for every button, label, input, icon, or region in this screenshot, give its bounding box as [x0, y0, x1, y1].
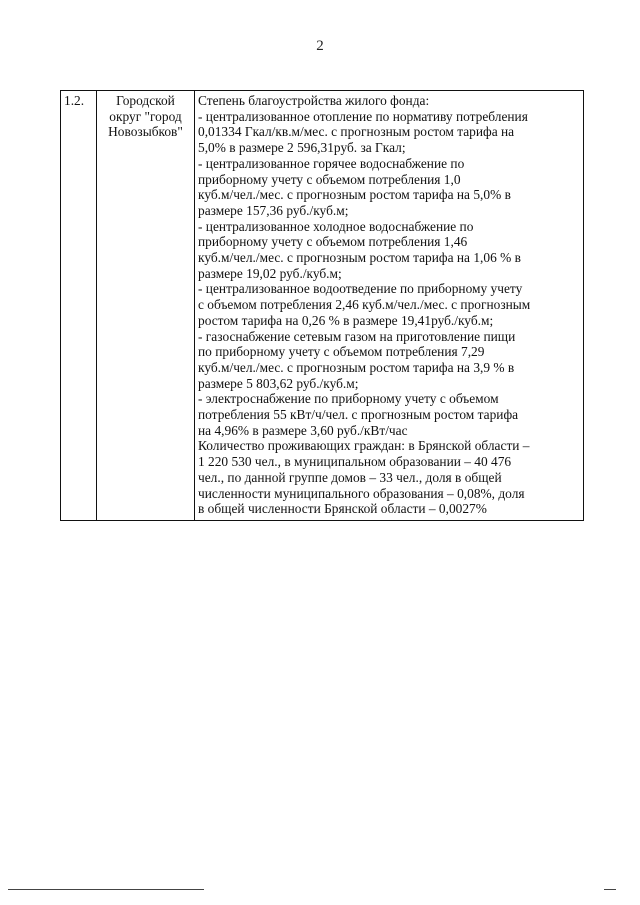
scan-artifact-line [604, 889, 616, 890]
description-line: - газоснабжение сетевым газом на приготовление пищи [198, 328, 516, 344]
description-line: куб.м/чел./мес. с прогнозным ростом тарифа на 5,0% в [198, 187, 511, 203]
description-line: потребления 55 кВт/ч/чел. с прогнозным ростом тарифа [198, 407, 519, 423]
municipality-name-line: округ "город [109, 108, 182, 124]
description-line: куб.м/чел./мес. с прогнозным ростом тарифа на 3,9 % в [198, 359, 515, 375]
description-line: в общей численности Брянской области – 0,0027% [198, 501, 487, 517]
description-line: приборному учету с объемом потребления 1,0 [198, 171, 461, 187]
description-line: размере 19,02 руб./куб.м; [198, 265, 342, 281]
tariff-table [60, 90, 584, 521]
description-line: 0,01334 Гкал/кв.м/мес. с прогнозным ростом тарифа на [198, 124, 515, 140]
municipality-name-line: Новозыбков" [108, 124, 183, 140]
description-line: - централизованное холодное водоснабжение по [198, 218, 474, 234]
description-line: куб.м/чел./мес. с прогнозным ростом тарифа на 1,06 % в [198, 250, 521, 266]
description-line: на 4,96% в размере 3,60 руб./кВт/час [198, 422, 408, 438]
description-line: - централизованное горячее водоснабжение по [198, 155, 465, 171]
description-line: 1 220 530 чел., в муниципальном образовании – 40 476 [198, 454, 512, 470]
description-line: - централизованное отопление по нормативу потребления [198, 108, 528, 124]
description-line: ростом тарифа на 0,26 % в размере 19,41руб./куб.м; [198, 312, 494, 328]
scan-artifact-line [8, 889, 204, 890]
improvement-description [195, 91, 584, 521]
description-line: Степень благоустройства жилого фонда: [198, 93, 430, 108]
row-index: 1.2. [61, 91, 97, 521]
description-line: приборному учету с объемом потребления 1,46 [198, 234, 468, 250]
description-line: размере 157,36 руб./куб.м; [198, 202, 349, 218]
table-row [61, 91, 584, 521]
description-line: по приборному учету с объемом потребления 7,29 [198, 344, 485, 360]
municipality-name [97, 91, 195, 521]
municipality-name-line: Городской [116, 93, 175, 108]
description-line: 5,0% в размере 2 596,31руб. за Гкал; [198, 140, 406, 156]
description-line: Количество проживающих граждан: в Брянской области – [198, 438, 530, 454]
description-line: с объемом потребления 2,46 куб.м/чел./мес. с прогнозным [198, 297, 531, 313]
description-line: - электроснабжение по приборному учету с объемом [198, 391, 499, 407]
description-line: чел., по данной группе домов – 33 чел., доля в общей [198, 469, 502, 485]
description-line: размере 5 803,62 руб./куб.м; [198, 375, 359, 391]
page-number: 2 [316, 38, 324, 54]
description-line: численности муниципального образования – 0,08%, доля [198, 485, 525, 501]
description-line: - централизованное водоотведение по приборному учету [198, 281, 523, 297]
